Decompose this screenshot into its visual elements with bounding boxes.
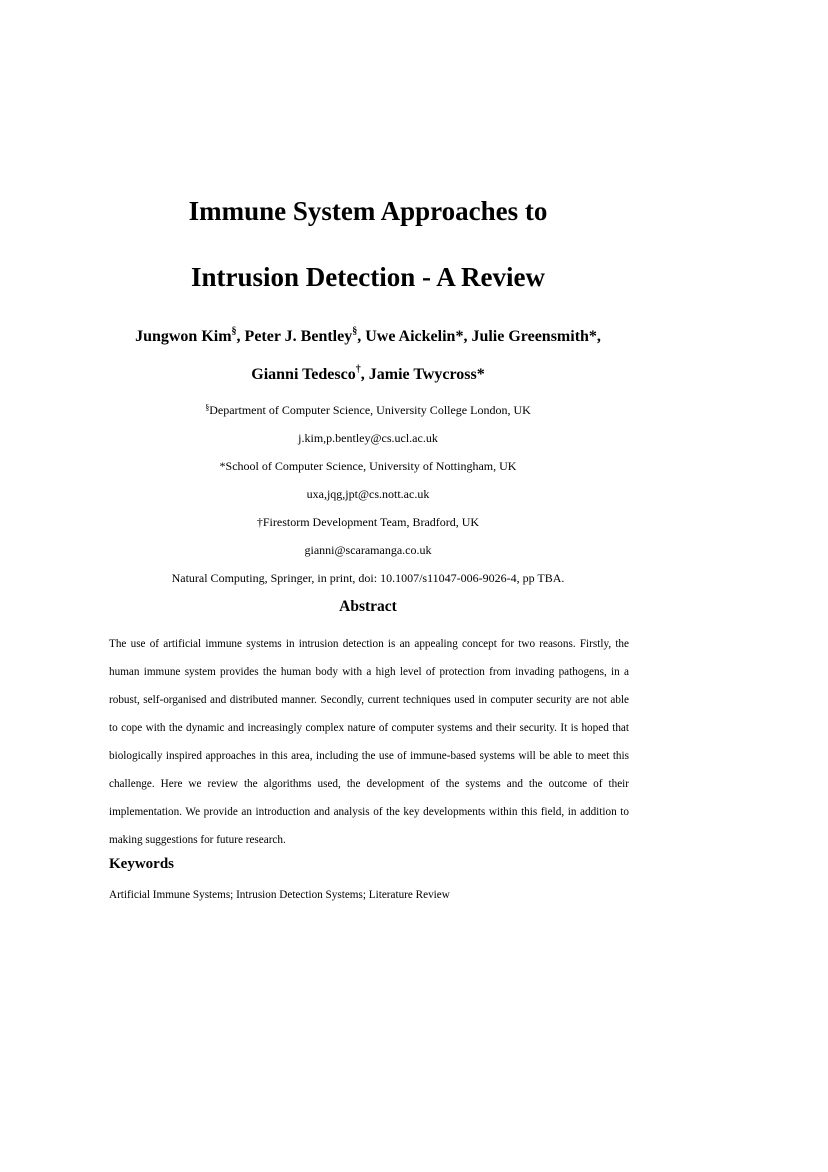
author-aickelin-greensmith: , Uwe Aickelin*, Julie Greensmith*, bbox=[357, 328, 601, 345]
author-twycross: , Jamie Twycross* bbox=[360, 366, 485, 383]
author-tedesco: Gianni Tedesco bbox=[251, 366, 356, 383]
paper-title-line-1: Immune System Approaches to bbox=[188, 196, 548, 226]
affiliation-ucl bbox=[0, 403, 782, 418]
paper-title-line-2: Intrusion Detection - A Review bbox=[191, 262, 545, 292]
publication-info: Natural Computing, Springer, in print, doi: 10.1007/s11047-006-9026-4, pp TBA. bbox=[171, 571, 565, 585]
author-list-line-2 bbox=[0, 366, 782, 384]
affiliation-nottingham: *School of Computer Science, University of Nottingham, UK bbox=[219, 459, 517, 473]
email-nottingham: uxa,jqg,jpt@cs.nott.ac.uk bbox=[306, 487, 430, 501]
author-bentley: , Peter J. Bentley bbox=[236, 328, 353, 345]
abstract-body: The use of artificial immune systems in intrusion detection is an appealing concept for two reasons. Firstly, the human immune system provides the human body with a high level of protection from invading pathogens, in a robust, self-organised and distributed manner. Secondly, current techniques used in computer security are not able to cope with the dynamic and increasingly complex nature of computer systems and their security. It is hoped that biologically inspired approaches in this area, including the use of immune-based systems will be able to meet this challenge. Here we review the algorithms used, the development of the systems and the outcome of their implementation. We provide an introduction and analysis of the key developments within this field, in addition to making suggestions for future research. bbox=[109, 638, 629, 846]
abstract-heading: Abstract bbox=[339, 598, 397, 615]
author-kim: Jungwon Kim bbox=[135, 328, 232, 345]
email-firestorm: gianni@scaramanga.co.uk bbox=[304, 543, 432, 557]
author-kim-mark: § bbox=[231, 326, 237, 337]
email-ucl: j.kim,p.bentley@cs.ucl.ac.uk bbox=[298, 431, 438, 445]
author-bentley-mark: § bbox=[352, 326, 358, 337]
affiliation-ucl-text: Department of Computer Science, University College London, UK bbox=[209, 403, 531, 417]
author-tedesco-mark: † bbox=[355, 364, 361, 375]
keywords-heading: Keywords bbox=[109, 856, 174, 872]
author-list-line-1 bbox=[0, 328, 782, 346]
keywords-body: Artificial Immune Systems; Intrusion Detection Systems; Literature Review bbox=[109, 889, 450, 901]
affiliation-ucl-mark: § bbox=[205, 403, 210, 412]
affiliation-firestorm: †Firestorm Development Team, Bradford, UK bbox=[256, 515, 480, 529]
